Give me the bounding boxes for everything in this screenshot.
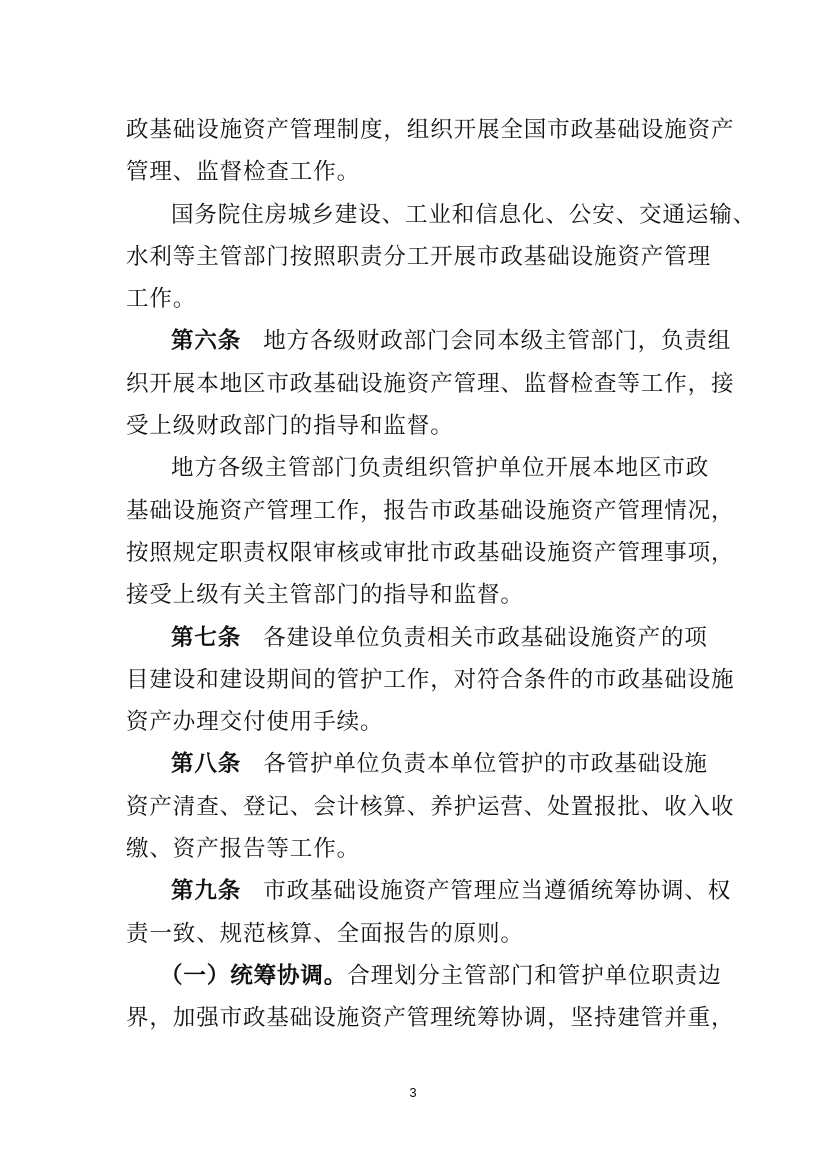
text-span: 各管护单位负责本单位管护的市政基础设施 [263,751,708,778]
text-line: 管理、监督检查工作。 [126,159,361,186]
article-9-line [126,870,732,912]
text-line: 地方各级主管部门负责组织管护单位开展本地区市政 [171,455,710,482]
text-span: 市政基础设施资产管理应当遵循统筹协调、权 [263,878,732,905]
article-8-line [126,743,708,785]
text-line: 水利等主管部门按照职责分工开展市政基础设施资产管理 [126,243,712,270]
text-line: 资产办理交付使用手续。 [126,709,384,736]
article-heading: 第七条 [171,624,242,651]
document-body [126,109,757,1040]
text-span: 地方各级财政部门会同本级主管部门，负责组 [263,328,732,355]
text-line: 政基础设施资产管理制度，组织开展全国市政基础设施资产 [126,117,735,143]
principle-1-line [126,955,722,997]
text-line: 界，加强市政基础设施资产管理统筹协调，坚持建管并重， [126,1005,735,1032]
article-heading: 第八条 [171,751,242,778]
text-line: 工作。 [126,286,197,313]
article-heading: 第九条 [171,878,242,905]
text-span: 各建设单位负责相关市政基础设施资产的项 [263,624,708,651]
text-line: 责一致、规范核算、全面报告的原则。 [126,920,524,947]
text-span: 合理划分主管部门和管护单位职责边 [347,962,722,989]
text-line: 受上级财政部门的指导和监督。 [126,413,454,440]
text-line: 缴、资产报告等工作。 [126,836,361,863]
page-number: 3 [409,1085,417,1100]
text-line: 接受上级有关主管部门的指导和监督。 [126,582,524,609]
text-line: 织开展本地区市政基础设施资产管理、监督检查等工作，接 [126,370,735,397]
article-7-line [126,617,708,659]
article-6-line [126,320,732,362]
text-line: 按照规定职责权限审核或审批市政基础设施资产管理事项， [126,539,735,566]
text-line: 资产清查、登记、会计核算、养护运营、处置报批、收入收 [126,793,735,820]
text-line: 国务院住房城乡建设、工业和信息化、公安、交通运输、 [171,201,757,228]
text-line: 基础设施资产管理工作，报告市政基础设施资产管理情况， [126,497,735,524]
principle-heading: （一）统筹协调。 [160,962,348,989]
article-heading: 第六条 [171,328,242,355]
text-line: 目建设和建设期间的管护工作，对符合条件的市政基础设施 [126,666,735,693]
